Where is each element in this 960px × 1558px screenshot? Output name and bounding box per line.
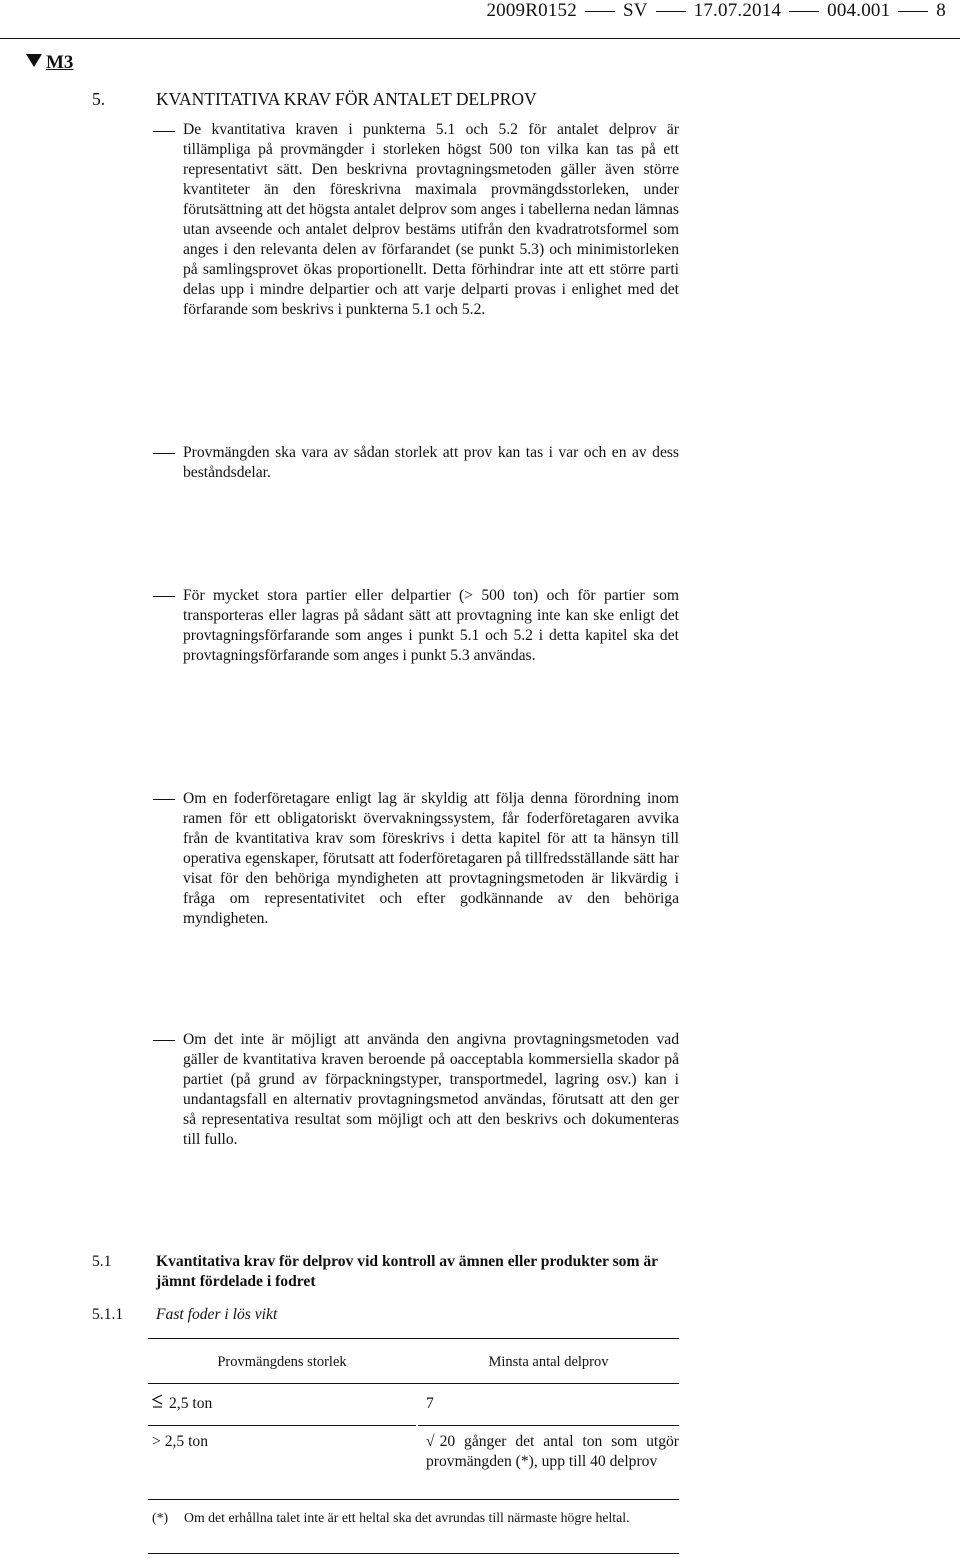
square-root-icon: √ [426, 1433, 435, 1450]
table-cell-size [152, 1394, 412, 1414]
indent-dash [153, 1040, 175, 1041]
doc-code: 2009R0152 [486, 0, 577, 21]
section-number: 5. [92, 89, 106, 109]
subsection-number: 5.1.1 [92, 1306, 124, 1323]
table-bottom-rule [148, 1553, 679, 1554]
indent-dash [153, 453, 175, 454]
indent-dash [153, 596, 175, 597]
table-cell-count: 7 [426, 1395, 434, 1412]
table-cell-count [426, 1432, 679, 1472]
language-code: SV [622, 0, 648, 21]
dash-separator [789, 11, 819, 12]
dash-separator [898, 11, 928, 12]
table-header-rule [148, 1383, 679, 1384]
indent-dash [153, 799, 175, 800]
section-title: KVANTITATIVA KRAV FÖR ANTALET DELPROV [156, 89, 537, 109]
less-or-equal-icon [152, 1394, 163, 1414]
section-heading [92, 89, 537, 110]
table-header-size: Provmängdens storlek [217, 1354, 347, 1370]
consolidation-date: 17.07.2014 [693, 0, 782, 21]
table-cell-size: > 2,5 ton [152, 1433, 209, 1450]
header-rule [0, 38, 960, 39]
page-number: 8 [936, 0, 946, 21]
paragraph-4: Om en foderföretagare enligt lag är skyldig att följa denna förordning inom ramen för ett obligatoriskt övervakningssystem, får foderföretagaren avvika från de kvantitativa krav som föreskrivs i detta kapitel för att ta hänsyn till operativa egenskaper, förutsatt att foderföretagaren på tillfredsställande sätt har visat för den behöriga myndigheten att provtagningsmetoden är likvärdig i fråga om representativitet och efter godkännande av den behöriga myndigheten. [183, 790, 679, 927]
table-row-rule [148, 1425, 416, 1426]
version-number: 004.001 [827, 0, 891, 21]
paragraph-3: För mycket stora partier eller delpartier (> 500 ton) och för partier som transporteras eller lagras på sådant sätt att provtagning inte kan ske enligt det provtagningsförfarande som anges i punkt 5.1 och 5.2 i detta kapitel ska det provtagningsförfarande som anges i punkt 5.3 användas. [183, 587, 679, 664]
footnote-text: Om det erhållna talet inte är ett heltal ska det avrundas till närmaste högre heltal. [184, 1510, 630, 1525]
triangle-down-icon [26, 54, 42, 67]
table-row-rule [418, 1425, 679, 1426]
subsection-title: Fast foder i lös vikt [156, 1306, 278, 1323]
dash-separator [656, 11, 686, 12]
size-value: 2,5 ton [169, 1395, 213, 1412]
count-value: 20 gånger det antal ton som utgör provmängden (*), upp till 40 delprov [426, 1433, 679, 1470]
subsection-number: 5.1 [92, 1253, 112, 1270]
paragraph-1: De kvantitativa kraven i punkterna 5.1 och 5.2 för antalet delprov är tillämpliga på provmängder i storleken högst 500 ton vilka kan tas på ett representativt sätt. Den beskrivna provtagningsmetoden gäller även större kvantiteter än den föreskrivna maximala provmängdsstorleken, under förutsättning att det högsta antalet delprov som anges i tabellerna nedan lämnas utan avseende och antalet delprov bestäms utifrån den kvadratrotsformel som anges i den relevanta delen av förfarandet (se punkt 5.3) och minimistorleken på samlingsprovet ökas proportionellt. Detta förhindrar inte att ett större parti delas upp i mindre delpartier och att varje delparti provas i enlighet med det förfarande som beskrivs i punkterna 5.1 och 5.2. [183, 121, 679, 318]
dash-separator [585, 11, 615, 12]
running-head [486, 0, 946, 22]
indent-dash [153, 131, 175, 132]
table-top-rule [148, 1338, 679, 1339]
table-body-rule [148, 1499, 679, 1500]
subsection-title: Kvantitativa krav för delprov vid kontroll av ämnen eller produkter som är jämnt fördelade i fodret [156, 1253, 658, 1290]
paragraph-2: Provmängden ska vara av sådan storlek att prov kan tas i var och en av dess beståndsdelar. [183, 444, 679, 481]
amendment-marker[interactable] [26, 52, 73, 74]
table-header-count: Minsta antal delprov [488, 1354, 609, 1370]
paragraph-5: Om det inte är möjligt att använda den angivna provtagningsmetoden vad gäller de kvantitativa kraven beroende på oacceptabla kommersiella skador på partiet (på grund av förpackningstyper, transportmedel, lagring osv.) kan i undantagsfall en alternativ provtagningsmetod användas, förutsatt att den ger så representativa resultat som möjligt och att den beskrivs och dokumenteras till fullo. [183, 1031, 679, 1148]
footnote-mark: (*) [152, 1510, 169, 1525]
amendment-code[interactable]: M3 [46, 52, 74, 73]
